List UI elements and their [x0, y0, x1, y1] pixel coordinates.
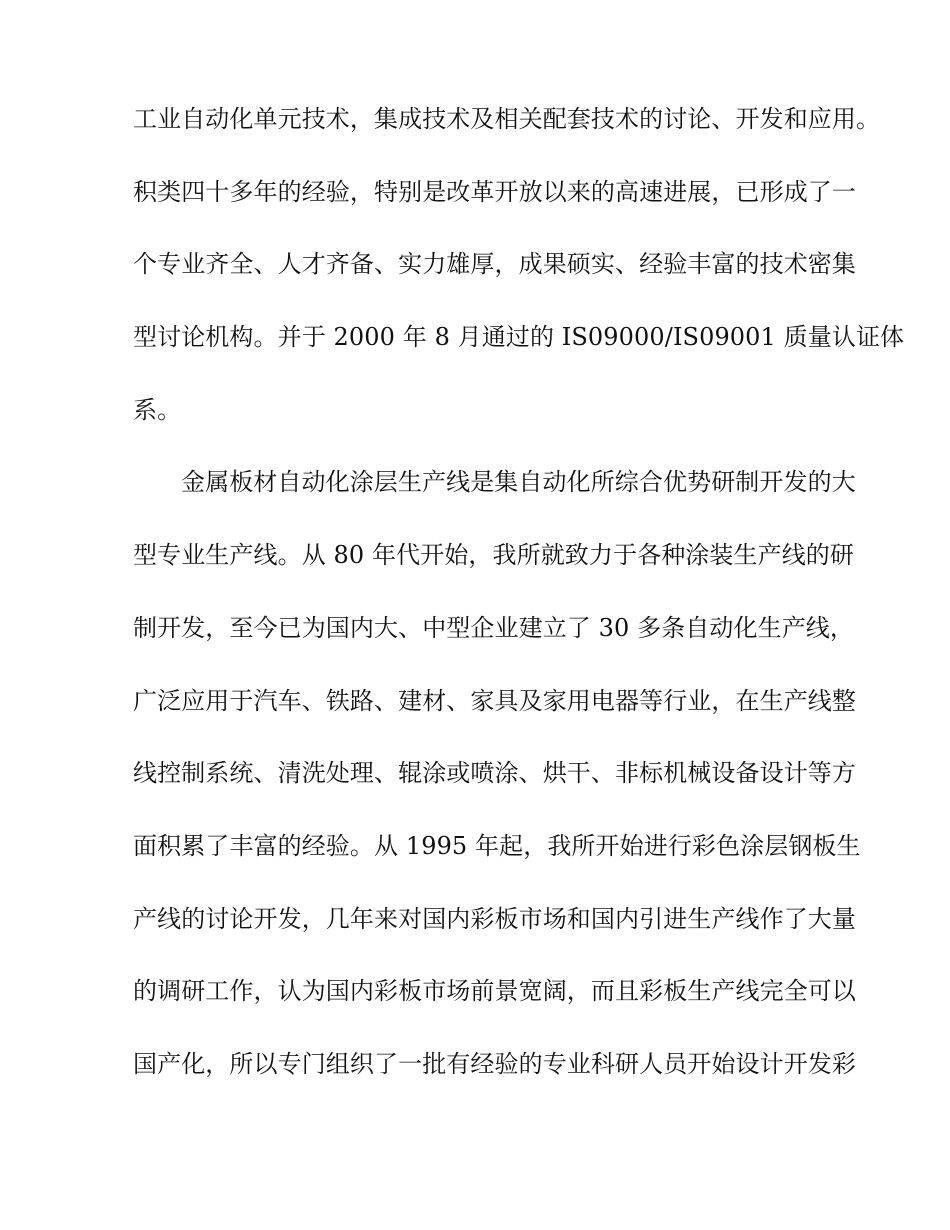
- text-line: 个专业齐全、人才齐备、实力雄厚，成果硕实、经验丰富的技术密集: [133, 250, 856, 279]
- body-text: [133, 92, 905, 1110]
- text-line: 积类四十多年的经验，特别是改革开放以来的高速进展，已形成了一: [133, 177, 856, 206]
- paragraph-first-line: 金属板材自动化涂层生产线是集自动化所综合优势研制开发的大: [181, 468, 856, 497]
- text-line: 产线的讨论开发，几年来对国内彩板市场和国内引进生产线作了大量: [133, 904, 856, 933]
- text-line: 国产化，所以专门组织了一批有经验的专业科研人员开始设计开发彩: [133, 1049, 856, 1078]
- text-line: 工业自动化单元技术，集成技术及相关配套技术的讨论、开发和应用。: [133, 105, 881, 133]
- text-line: 线控制系统、清洗处理、辊涂或喷涂、烘干、非标机械设备设计等方: [133, 759, 856, 788]
- text-line: 面积累了丰富的经验。从 1995 年起，我所开始进行彩色涂层钢板生: [133, 831, 861, 860]
- text-line: 型专业生产线。从 80 年代开始，我所就致力于各种涂装生产线的研: [133, 541, 854, 570]
- text-line: 制开发，至今已为国内大、中型企业建立了 30 多条自动化生产线，: [133, 613, 854, 642]
- text-line: 系。: [133, 395, 182, 424]
- text-line: 的调研工作，认为国内彩板市场前景宽阔，而且彩板生产线完全可以: [133, 977, 856, 1006]
- text-line: 广泛应用于汽车、铁路、建材、家具及家用电器等行业，在生产线整: [133, 686, 856, 715]
- text-line: 型讨论机构。并于 2000 年 8 月通过的 IS09000/IS09001 质量认证体: [133, 323, 905, 352]
